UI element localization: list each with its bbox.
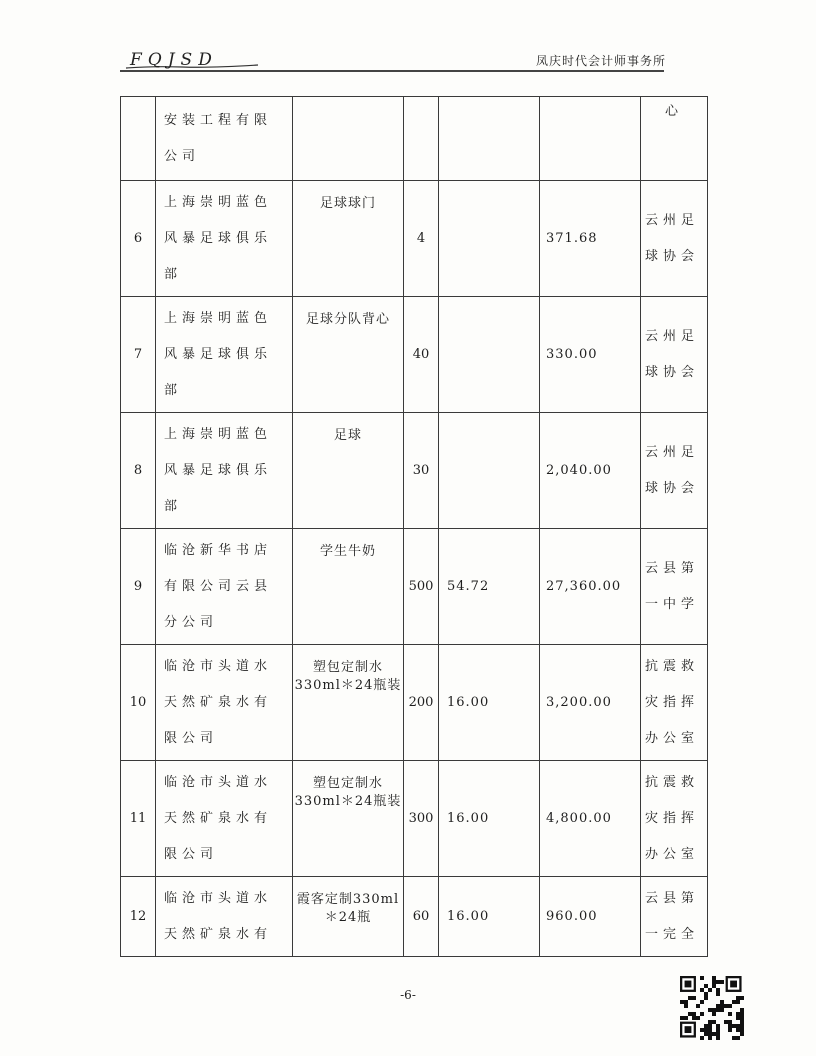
recipient: 云州足球协会 [641,297,708,413]
unit-price [439,181,540,297]
table-row [121,297,708,413]
recipient: 云县第一完全 [641,877,708,957]
qr-code-icon [680,976,744,1040]
supplier-name: 上海崇明蓝色风暴足球俱乐部 [156,181,293,297]
table-row [121,877,708,957]
recipient: 心 [641,97,708,181]
table-row [121,181,708,297]
header-divider [120,70,664,72]
quantity: 200 [404,645,439,761]
firm-logo [122,50,262,72]
amount: 371.68 [540,181,641,297]
table-row [121,529,708,645]
recipient: 云州足球协会 [641,413,708,529]
supplier-name: 上海崇明蓝色风暴足球俱乐部 [156,297,293,413]
item-name: 足球球门 [293,181,404,297]
quantity: 4 [404,181,439,297]
svg-text:FQJSD: FQJSD [130,50,218,70]
item-name: 学生牛奶 [293,529,404,645]
recipient: 云州足球协会 [641,181,708,297]
supplier-name: 上海崇明蓝色风暴足球俱乐部 [156,413,293,529]
unit-price [439,297,540,413]
unit-price [439,97,540,181]
supplier-name: 安装工程有限公司 [156,97,293,181]
unit-price: 16.00 [439,877,540,957]
table-row [121,761,708,877]
row-number: 6 [121,181,156,297]
amount: 960.00 [540,877,641,957]
item-name [293,97,404,181]
quantity: 30 [404,413,439,529]
unit-price: 54.72 [439,529,540,645]
quantity: 40 [404,297,439,413]
table-row [121,645,708,761]
row-number [121,97,156,181]
unit-price: 16.00 [439,761,540,877]
donation-table [120,96,708,957]
table-row [121,413,708,529]
amount: 27,360.00 [540,529,641,645]
table-row [121,97,708,181]
unit-price: 16.00 [439,645,540,761]
recipient: 云县第一中学 [641,529,708,645]
amount: 4,800.00 [540,761,641,877]
row-number: 12 [121,877,156,957]
row-number: 9 [121,529,156,645]
firm-name: 凤庆时代会计师事务所 [535,54,666,68]
quantity [404,97,439,181]
supplier-name: 临沧市头道水天然矿泉水有限公司 [156,761,293,877]
item-name: 足球分队背心 [293,297,404,413]
supplier-name: 临沧市头道水天然矿泉水有限公司 [156,645,293,761]
amount [540,97,641,181]
supplier-name: 临沧新华书店有限公司云县分公司 [156,529,293,645]
row-number: 11 [121,761,156,877]
amount: 3,200.00 [540,645,641,761]
recipient: 抗震救灾指挥办公室 [641,645,708,761]
supplier-name: 临沧市头道水天然矿泉水有 [156,877,293,957]
amount: 2,040.00 [540,413,641,529]
item-name: 霞客定制330ml＊24瓶 [293,877,404,957]
quantity: 500 [404,529,439,645]
item-name: 塑包定制水330ml＊24瓶装 [293,761,404,877]
quantity: 60 [404,877,439,957]
item-name: 足球 [293,413,404,529]
quantity: 300 [404,761,439,877]
item-name: 塑包定制水330ml＊24瓶装 [293,645,404,761]
recipient: 抗震救灾指挥办公室 [641,761,708,877]
unit-price [439,413,540,529]
row-number: 7 [121,297,156,413]
row-number: 8 [121,413,156,529]
row-number: 10 [121,645,156,761]
page-number: -6- [400,988,416,1002]
amount: 330.00 [540,297,641,413]
